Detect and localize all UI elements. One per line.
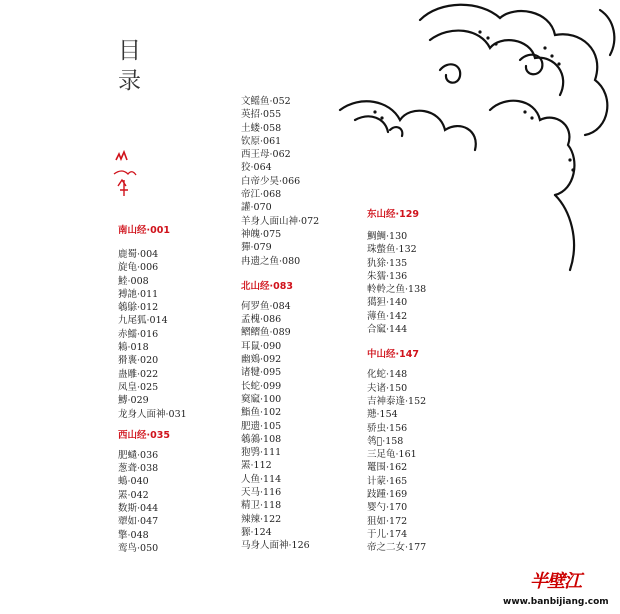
list-item[interactable]: 耳鼠·090 [241,340,282,352]
list-item[interactable]: 鮨鱼·102 [241,407,282,419]
list-item[interactable]: 鼍围·162 [367,462,408,474]
toc-column-2 [241,95,319,553]
list-item[interactable]: 人鱼·114 [241,473,282,485]
list-item[interactable]: 獦狚·140 [367,297,408,309]
list-item[interactable]: 鯛鯛·130 [367,231,408,242]
list-item[interactable]: 窫窳·100 [241,393,282,405]
list-item[interactable]: 帝之二女·177 [367,542,427,554]
list-item[interactable]: 讙·070 [241,202,272,214]
list-item[interactable]: 獂·124 [241,526,272,538]
list-item[interactable]: 葱聋·038 [118,463,159,475]
list-item[interactable]: 䍺·154 [367,409,398,421]
list-item[interactable]: 长蛇·099 [241,380,282,392]
list-item[interactable]: 鴸·018 [118,342,149,354]
list-item[interactable]: 㹕如·047 [118,516,159,528]
list-item[interactable]: 鹿蜀·004 [118,249,159,260]
list-item[interactable]: 孟槐·086 [241,314,282,326]
list-item[interactable]: 狙如·172 [367,515,408,527]
list-item[interactable]: 数斯·044 [118,503,159,515]
list-item[interactable]: 凤皇·025 [118,381,159,393]
toc-title: 目录 [118,38,143,94]
list-item[interactable]: 鵸䳜·108 [241,433,282,445]
list-item[interactable]: 鱄·029 [118,395,149,407]
list-item[interactable]: 羊身人面山神·072 [241,215,320,227]
watermark-url[interactable]: www.banbijiang.com [503,597,609,607]
list-item[interactable]: 白帝少昊·066 [241,175,301,187]
list-item[interactable]: 冉遗之鱼·080 [241,255,301,267]
list-item[interactable]: 猾褢·020 [118,355,159,367]
list-item[interactable]: 婴勺·170 [367,502,408,514]
list-item[interactable]: 猼訑·011 [118,288,159,300]
watermark-logo: 半壁江 [530,571,581,592]
list-item[interactable]: 鸰𪃱·158 [367,435,404,447]
list-item[interactable]: 旋龟·006 [118,262,159,274]
list-item[interactable]: 罴·042 [118,489,149,501]
list-item[interactable]: 吉神泰逢·152 [367,395,427,407]
list-item[interactable]: 㺗·079 [241,242,272,254]
list-item[interactable]: 鳛鳛鱼·089 [241,327,291,339]
list-item[interactable]: 西王母·062 [241,149,291,161]
list-item[interactable]: 鵸鵌·012 [118,302,159,314]
mountain-icon [114,152,136,196]
list-item[interactable]: 罴·112 [241,460,272,472]
toc-column-3 [367,208,426,555]
list-item[interactable]: 何罗鱼·084 [241,300,291,312]
section-header-nanshan[interactable]: 南山经·001 [118,225,170,236]
list-item[interactable]: 幽鴳·092 [241,354,282,366]
list-item[interactable]: 䳋·040 [118,476,149,488]
section-header-beishan[interactable]: 北山经·083 [241,280,293,292]
list-item[interactable]: 狡·064 [241,162,272,174]
list-item[interactable]: 跂踵·169 [367,489,408,501]
list-item[interactable]: 夫诸·150 [367,382,408,394]
list-item[interactable]: 肥𧔥·036 [118,449,159,461]
list-item[interactable]: 辣辣·122 [241,513,282,525]
list-item[interactable]: 英招·055 [241,109,282,121]
list-item[interactable]: 文鳐鱼·052 [241,96,291,107]
list-item[interactable]: 蛊雕·022 [118,368,159,380]
list-item[interactable]: 计蒙·165 [367,475,408,487]
list-item[interactable]: 骄虫·156 [367,422,408,434]
list-item[interactable]: 于儿·174 [367,528,408,540]
list-item[interactable]: 朱獳·136 [367,270,408,282]
section-header-xishan[interactable]: 西山经·035 [118,429,170,441]
list-item[interactable]: 肥遗·105 [241,420,282,432]
list-item[interactable]: 擎·048 [118,529,149,541]
list-item[interactable]: 赤鱬·016 [118,328,159,340]
section-header-dongshan[interactable]: 东山经·129 [367,209,419,220]
list-item[interactable]: 钦原·061 [241,135,282,147]
list-item[interactable]: 薄鱼·142 [367,310,408,322]
list-item[interactable]: 犰狳·135 [367,257,408,269]
list-item[interactable]: 九尾狐·014 [118,315,168,327]
list-item[interactable]: 天马·116 [241,487,282,499]
list-item[interactable]: 帝江·068 [241,189,282,201]
list-item[interactable]: 鸾鸟·050 [118,542,159,554]
list-item[interactable]: 龙身人面神·031 [118,408,187,420]
list-item[interactable]: 軨軨之鱼·138 [367,284,427,296]
toc-column-1 [118,224,187,555]
chapter-mark-shanjing [110,150,140,200]
list-item[interactable]: 化蛇·148 [367,369,408,381]
section-header-zhongshan[interactable]: 中山经·147 [367,349,419,361]
list-item[interactable]: 诸犍·095 [241,367,282,379]
list-item[interactable]: 神魄·075 [241,228,282,240]
list-item[interactable]: 土蝼·058 [241,122,282,134]
list-item[interactable]: 珠蟞鱼·132 [367,244,417,256]
list-item[interactable]: 狍鸮·111 [241,447,282,459]
list-item[interactable]: 精卫·118 [241,500,282,512]
list-item[interactable]: 三足龟·161 [367,449,417,461]
list-item[interactable]: 鯥·008 [118,275,149,287]
list-item[interactable]: 合窳·144 [367,324,408,336]
list-item[interactable]: 马身人面神·126 [241,540,310,552]
